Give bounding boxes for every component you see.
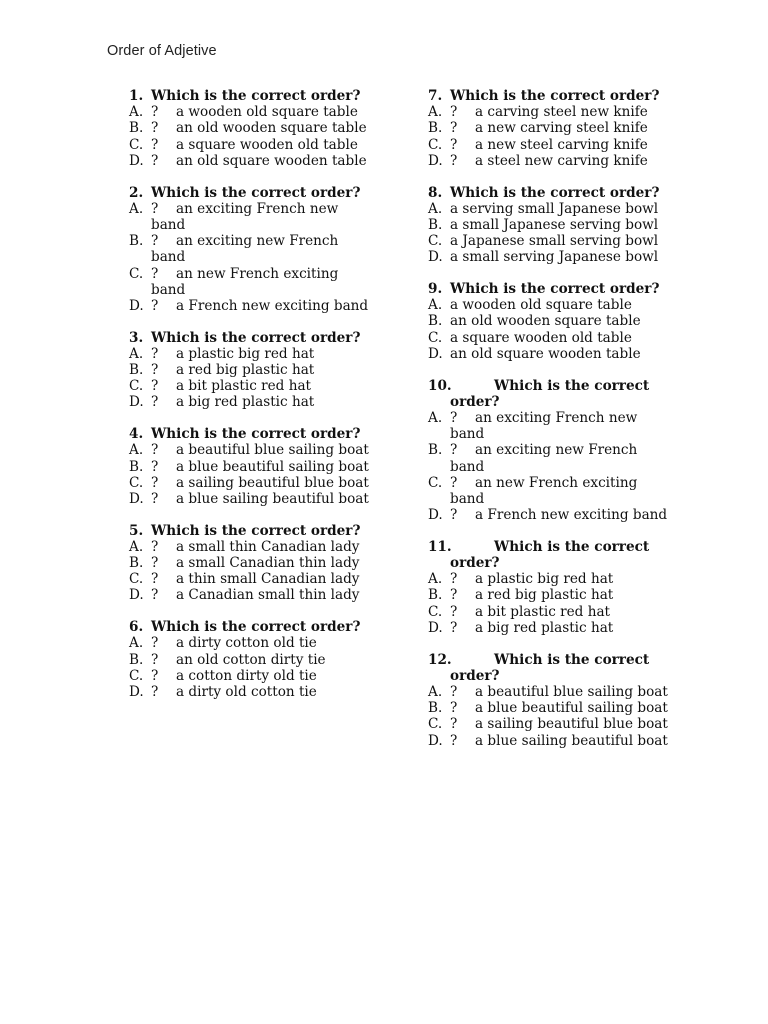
question-item (428, 88, 673, 169)
option-checkbox-placeholder[interactable]: ? (450, 152, 458, 169)
question-prompt: Which is the correct order? (450, 88, 660, 104)
question-number: 4. (129, 426, 144, 443)
question-heading (428, 281, 673, 297)
option-checkbox-placeholder[interactable]: ? (151, 474, 159, 491)
option-body (450, 604, 673, 620)
answer-option[interactable] (428, 571, 673, 588)
option-checkbox-placeholder[interactable]: ? (450, 716, 458, 733)
answer-options (129, 635, 374, 700)
question-item (428, 281, 673, 362)
question-heading (129, 88, 374, 104)
option-letter: C. (129, 378, 144, 395)
question-number: 5. (129, 522, 144, 539)
option-body (450, 442, 673, 474)
option-checkbox-placeholder[interactable]: ? (450, 136, 458, 153)
question-item (428, 539, 673, 636)
option-checkbox-placeholder[interactable]: ? (151, 120, 159, 137)
question-item (428, 378, 673, 524)
answer-option[interactable] (428, 104, 673, 121)
option-body (151, 201, 374, 233)
option-text: a thin small Canadian lady (176, 571, 360, 588)
option-body (151, 346, 374, 362)
option-body (450, 233, 673, 249)
option-text: an new French exciting band (450, 474, 638, 507)
option-letter: D. (129, 490, 144, 507)
option-checkbox-placeholder[interactable]: ? (151, 233, 159, 250)
option-letter: B. (428, 216, 443, 233)
option-body (450, 120, 673, 136)
option-text: an exciting new French band (450, 442, 638, 475)
answer-option[interactable] (428, 684, 673, 700)
option-body (151, 394, 374, 410)
option-letter: B. (428, 587, 443, 604)
option-body (450, 313, 673, 329)
option-letter: B. (428, 120, 443, 137)
option-body (151, 378, 374, 394)
answer-option[interactable] (129, 667, 374, 684)
question-number: 12. (428, 651, 452, 668)
option-text: a square wooden old table (176, 136, 358, 153)
answer-option[interactable] (129, 378, 374, 395)
question-prompt: Which is the correct order? (151, 184, 361, 201)
option-checkbox-placeholder[interactable]: ? (151, 265, 159, 282)
answer-options (428, 684, 673, 749)
answer-options (129, 346, 374, 411)
option-letter: D. (428, 732, 443, 749)
option-letter: C. (428, 603, 443, 620)
option-text: an exciting new French band (151, 233, 339, 266)
option-body (151, 459, 374, 475)
answer-option[interactable] (428, 216, 673, 233)
option-letter: D. (129, 297, 144, 314)
option-checkbox-placeholder[interactable]: ? (151, 136, 159, 153)
answer-option[interactable] (129, 442, 374, 459)
option-text: a wooden old square table (176, 104, 358, 121)
answer-option[interactable] (428, 587, 673, 604)
question-item (129, 330, 374, 411)
right-question-column (428, 88, 673, 764)
option-letter: C. (428, 233, 443, 250)
option-letter: A. (129, 538, 144, 555)
option-body (450, 700, 673, 716)
option-letter: C. (129, 667, 144, 684)
answer-options (428, 571, 673, 636)
option-letter: C. (428, 474, 443, 491)
option-body (151, 587, 374, 603)
option-letter: D. (129, 684, 144, 700)
option-letter: D. (428, 345, 443, 362)
answer-option[interactable] (129, 587, 374, 604)
answer-option[interactable] (129, 490, 374, 507)
question-prompt: Which is the correct order? (450, 184, 660, 201)
question-prompt: Which is the correct (494, 538, 650, 555)
question-heading (129, 523, 374, 539)
option-checkbox-placeholder[interactable]: ? (151, 200, 159, 217)
option-letter: A. (129, 442, 144, 459)
option-checkbox-placeholder[interactable]: ? (450, 571, 458, 588)
question-heading (428, 652, 673, 684)
answer-option[interactable] (129, 362, 374, 379)
answer-option[interactable] (428, 345, 673, 362)
question-prompt: Which is the correct order? (151, 426, 361, 443)
option-letter: B. (129, 555, 144, 572)
answer-option[interactable] (129, 136, 374, 153)
option-checkbox-placeholder[interactable]: ? (151, 571, 159, 588)
answer-option[interactable] (428, 732, 673, 749)
option-letter: C. (428, 136, 443, 153)
option-body (450, 733, 673, 749)
option-body (450, 684, 673, 700)
answer-option[interactable] (428, 716, 673, 733)
question-item (428, 185, 673, 266)
option-body (151, 120, 374, 136)
option-text: a big red plastic hat (475, 619, 614, 636)
option-text: a dirty old cotton tie (176, 684, 317, 700)
question-prompt-continuation: order? (450, 667, 500, 684)
option-body (151, 684, 374, 700)
option-text: a big red plastic hat (176, 394, 315, 411)
option-letter: C. (129, 571, 144, 588)
option-checkbox-placeholder[interactable]: ? (450, 603, 458, 620)
option-body (450, 620, 673, 636)
answer-option[interactable] (129, 651, 374, 668)
option-letter: A. (129, 104, 144, 121)
answer-option[interactable] (129, 474, 374, 491)
question-item (129, 523, 374, 604)
answer-option[interactable] (428, 136, 673, 153)
question-prompt-continuation: order? (450, 555, 500, 572)
option-letter: A. (129, 635, 144, 652)
answer-option[interactable] (428, 200, 673, 217)
option-text: an old wooden square table (450, 313, 641, 330)
question-heading (428, 185, 673, 201)
answer-options (428, 410, 673, 523)
option-body (450, 137, 673, 153)
option-text: an new French exciting band (151, 265, 339, 298)
question-number: 7. (428, 88, 443, 104)
option-body (450, 507, 673, 523)
option-text: an old wooden square table (176, 120, 367, 137)
answer-options (428, 297, 673, 362)
answer-option[interactable] (428, 474, 673, 507)
option-body (450, 201, 673, 217)
question-heading (428, 88, 673, 104)
answer-options (129, 104, 374, 169)
answer-option[interactable] (129, 345, 374, 362)
option-text: a small serving Japanese bowl (450, 249, 659, 266)
answer-options (428, 104, 673, 169)
option-letter: A. (428, 409, 443, 426)
option-text: a square wooden old table (450, 329, 632, 346)
answer-option[interactable] (129, 200, 374, 233)
option-checkbox-placeholder[interactable]: ? (151, 297, 159, 314)
option-text: a small thin Canadian lady (176, 538, 360, 555)
answer-option[interactable] (428, 152, 673, 169)
page-title: Order of Adjetive (107, 43, 217, 59)
option-text: a bit plastic red hat (176, 378, 312, 395)
option-text: an old square wooden table (450, 345, 641, 362)
answer-option[interactable] (129, 233, 374, 266)
answer-option[interactable] (129, 458, 374, 475)
option-letter: D. (428, 152, 443, 169)
option-checkbox-placeholder[interactable]: ? (151, 458, 159, 475)
option-text: a plastic big red hat (176, 345, 315, 362)
question-number: 10. (428, 377, 452, 394)
option-text: a beautiful blue sailing boat (176, 442, 369, 459)
option-text: a wooden old square table (450, 297, 632, 314)
option-body (151, 442, 374, 458)
question-heading (129, 330, 374, 346)
option-letter: D. (129, 587, 144, 604)
option-checkbox-placeholder[interactable]: ? (450, 120, 458, 137)
answer-option[interactable] (428, 249, 673, 266)
option-checkbox-placeholder[interactable]: ? (151, 490, 159, 507)
option-text: a serving small Japanese bowl (450, 200, 659, 217)
option-body (151, 475, 374, 491)
option-letter: A. (129, 200, 144, 217)
option-body (151, 362, 374, 378)
question-prompt: Which is the correct order? (151, 329, 361, 346)
option-text: an old square wooden table (176, 152, 367, 169)
option-letter: B. (428, 313, 443, 330)
answer-options (428, 201, 673, 266)
option-body (450, 716, 673, 732)
option-letter: C. (428, 716, 443, 733)
answer-option[interactable] (129, 684, 374, 700)
answer-option[interactable] (129, 104, 374, 121)
option-text: a dirty cotton old tie (176, 635, 317, 652)
answer-option[interactable] (129, 265, 374, 298)
option-letter: C. (129, 474, 144, 491)
answer-options (129, 539, 374, 604)
option-body (151, 635, 374, 651)
option-checkbox-placeholder[interactable]: ? (151, 442, 159, 459)
question-item (428, 652, 673, 749)
option-body (450, 475, 673, 507)
option-letter: C. (129, 265, 144, 282)
option-text: a beautiful blue sailing boat (475, 684, 668, 700)
option-checkbox-placeholder[interactable]: ? (151, 345, 159, 362)
option-text: a sailing beautiful blue boat (176, 474, 369, 491)
option-text: an exciting French new band (450, 409, 638, 443)
option-text: a new steel carving knife (475, 136, 648, 153)
answer-options (129, 201, 374, 314)
option-letter: A. (428, 297, 443, 314)
answer-option[interactable] (428, 120, 673, 137)
option-body (151, 555, 374, 571)
answer-option[interactable] (129, 635, 374, 652)
option-text: a blue beautiful sailing boat (176, 458, 369, 475)
option-letter: B. (129, 362, 144, 379)
option-checkbox-placeholder[interactable]: ? (450, 587, 458, 604)
question-item (129, 426, 374, 507)
question-heading (428, 378, 673, 410)
option-letter: B. (129, 233, 144, 250)
option-checkbox-placeholder[interactable]: ? (151, 152, 159, 169)
question-number: 11. (428, 538, 452, 555)
option-body (450, 297, 673, 313)
option-text: a red big plastic hat (475, 587, 614, 604)
option-text: a blue sailing beautiful boat (176, 490, 369, 507)
question-number: 3. (129, 329, 144, 346)
option-body (450, 153, 673, 169)
option-letter: B. (129, 651, 144, 668)
answer-option[interactable] (428, 329, 673, 346)
question-prompt: Which is the correct order? (151, 619, 361, 636)
option-letter: C. (428, 329, 443, 346)
option-body (151, 266, 374, 298)
option-checkbox-placeholder[interactable]: ? (151, 651, 159, 668)
answer-option[interactable] (428, 507, 673, 524)
option-text: a French new exciting band (176, 297, 369, 314)
answer-option[interactable] (428, 700, 673, 717)
option-text: a bit plastic red hat (475, 603, 611, 620)
option-checkbox-placeholder[interactable]: ? (151, 394, 159, 411)
option-letter: B. (129, 458, 144, 475)
answer-option[interactable] (129, 571, 374, 588)
answer-option[interactable] (129, 152, 374, 169)
question-heading (129, 619, 374, 635)
option-checkbox-placeholder[interactable]: ? (450, 619, 458, 636)
option-letter: B. (428, 700, 443, 717)
option-body (151, 137, 374, 153)
option-letter: A. (428, 200, 443, 217)
question-prompt: Which is the correct order? (151, 522, 361, 539)
answer-option[interactable] (428, 297, 673, 314)
answer-option[interactable] (428, 409, 673, 443)
question-prompt: Which is the correct (494, 651, 650, 668)
question-item (129, 619, 374, 700)
answer-option[interactable] (129, 297, 374, 314)
option-body (450, 571, 673, 587)
option-body (151, 153, 374, 169)
option-body (151, 539, 374, 555)
option-body (450, 104, 673, 120)
answer-option[interactable] (129, 538, 374, 555)
option-body (450, 346, 673, 362)
option-body (450, 249, 673, 265)
option-text: a blue beautiful sailing boat (475, 700, 668, 717)
option-letter: D. (428, 249, 443, 266)
option-letter: D. (129, 394, 144, 411)
option-checkbox-placeholder[interactable]: ? (450, 409, 458, 426)
option-body (151, 104, 374, 120)
option-checkbox-placeholder[interactable]: ? (151, 635, 159, 652)
left-question-column (129, 88, 374, 716)
option-checkbox-placeholder[interactable]: ? (450, 732, 458, 749)
question-number: 6. (129, 619, 144, 636)
option-body (151, 491, 374, 507)
option-text: a Canadian small thin lady (176, 587, 360, 604)
option-checkbox-placeholder[interactable]: ? (151, 684, 159, 700)
option-body (151, 668, 374, 684)
option-checkbox-placeholder[interactable]: ? (450, 474, 458, 491)
option-letter: A. (428, 104, 443, 121)
option-text: a carving steel new knife (475, 104, 648, 121)
question-prompt: Which is the correct order? (450, 281, 660, 298)
option-body (450, 330, 673, 346)
question-number: 2. (129, 184, 144, 201)
option-checkbox-placeholder[interactable]: ? (151, 587, 159, 604)
option-body (151, 233, 374, 265)
option-text: a French new exciting band (475, 507, 668, 524)
answer-option[interactable] (428, 603, 673, 620)
option-body (450, 410, 673, 442)
option-text: a sailing beautiful blue boat (475, 716, 668, 733)
option-letter: C. (129, 136, 144, 153)
option-checkbox-placeholder[interactable]: ? (450, 104, 458, 121)
option-checkbox-placeholder[interactable]: ? (151, 362, 159, 379)
question-number: 9. (428, 281, 443, 298)
option-text: a new carving steel knife (475, 120, 648, 137)
question-number: 8. (428, 184, 443, 201)
answer-option[interactable] (428, 442, 673, 475)
option-letter: A. (428, 684, 443, 700)
question-number: 1. (129, 88, 144, 104)
option-checkbox-placeholder[interactable]: ? (151, 555, 159, 572)
question-heading (428, 539, 673, 571)
option-checkbox-placeholder[interactable]: ? (450, 684, 458, 700)
answer-options (129, 442, 374, 507)
option-body (450, 587, 673, 603)
option-text: a plastic big red hat (475, 571, 614, 588)
question-prompt: Which is the correct (494, 377, 650, 394)
option-body (151, 298, 374, 314)
answer-option[interactable] (129, 120, 374, 137)
option-checkbox-placeholder[interactable]: ? (151, 104, 159, 121)
option-letter: B. (428, 442, 443, 459)
question-prompt: Which is the correct order? (151, 88, 361, 104)
option-text: a red big plastic hat (176, 362, 315, 379)
option-letter: D. (129, 152, 144, 169)
option-letter: A. (428, 571, 443, 588)
answer-option[interactable] (129, 394, 374, 411)
option-checkbox-placeholder[interactable]: ? (450, 700, 458, 717)
option-text: a cotton dirty old tie (176, 667, 317, 684)
option-body (151, 652, 374, 668)
question-heading (129, 185, 374, 201)
question-heading (129, 426, 374, 442)
answer-option[interactable] (428, 233, 673, 250)
option-text: an old cotton dirty tie (176, 651, 326, 668)
option-letter: D. (428, 507, 443, 524)
option-text: a blue sailing beautiful boat (475, 732, 668, 749)
question-item (129, 88, 374, 169)
option-checkbox-placeholder[interactable]: ? (450, 507, 458, 524)
option-checkbox-placeholder[interactable]: ? (151, 667, 159, 684)
option-letter: B. (129, 120, 144, 137)
option-letter: A. (129, 345, 144, 362)
option-text: a Japanese small serving bowl (450, 233, 659, 250)
question-prompt-continuation: order? (450, 393, 500, 410)
option-body (450, 217, 673, 233)
option-text: a steel new carving knife (475, 152, 648, 169)
option-body (151, 571, 374, 587)
answer-option[interactable] (428, 313, 673, 330)
option-text: a small Japanese serving bowl (450, 216, 659, 233)
answer-option[interactable] (428, 619, 673, 636)
option-checkbox-placeholder[interactable]: ? (450, 442, 458, 459)
question-item (129, 185, 374, 315)
option-text: a small Canadian thin lady (176, 555, 360, 572)
option-checkbox-placeholder[interactable]: ? (151, 538, 159, 555)
option-letter: D. (428, 619, 443, 636)
option-text: an exciting French new band (151, 200, 339, 233)
answer-option[interactable] (129, 555, 374, 572)
option-checkbox-placeholder[interactable]: ? (151, 378, 159, 395)
